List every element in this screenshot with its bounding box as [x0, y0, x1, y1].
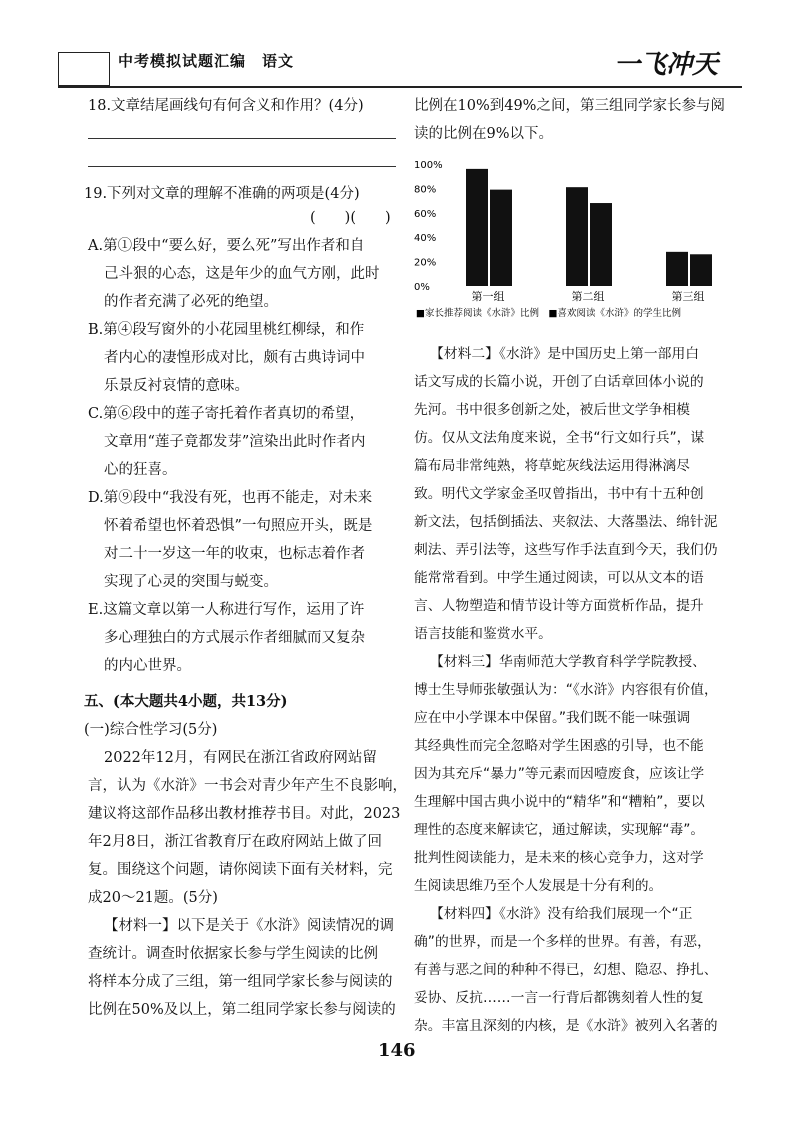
reading-bar-chart	[414, 152, 754, 324]
left-text-line: 言，认为《水浒》一书会对青少年产生不良影响，	[88, 778, 407, 794]
chart-bar	[466, 169, 488, 286]
left-text-line: 建议将这部作品移出教材推荐书目。对此，2023	[88, 806, 401, 822]
page-number: 146	[378, 1040, 416, 1061]
chart-bar	[566, 187, 588, 286]
right-text-line: 先河。书中很多创新之处，被后世文学争相模	[414, 402, 690, 418]
x-tick-label: 第三组	[671, 290, 705, 303]
right-text-line: 杂。丰富且深刻的内核，是《水浒》被列入名著的	[414, 1018, 718, 1034]
chart-bar	[490, 190, 512, 286]
right-text-line: 其经典性而完全忽略对学生困惑的引导，也不能	[414, 738, 704, 754]
book-logo	[58, 52, 110, 86]
left-text-line: 的作者充满了必死的绝望。	[104, 294, 278, 310]
right-text-line: 致。明代文学家金圣叹曾指出，书中有十五种创	[414, 486, 704, 502]
right-text-line: 理性的态度来解读它，通过解读，实现解“毒”。	[414, 822, 705, 838]
left-text-line: D.第⑨段中“我没有死，也再不能走，对未来	[88, 490, 373, 506]
chart-bar	[590, 203, 612, 286]
chart-bar	[690, 254, 712, 286]
brand-logo-text: 一飞冲天	[614, 50, 719, 80]
y-tick-label: 20%	[414, 257, 437, 269]
right-text-line: 应在中小学课本中保留。”我们既不能一味强调	[414, 710, 691, 726]
left-text-line: ( )( )	[310, 210, 391, 226]
right-text-line: 比例在10%到49%之间，第三组同学家长参与阅	[414, 98, 725, 114]
right-text-line: 仿。仅从文法角度来说，全书“行文如行兵”，谋	[414, 430, 705, 446]
left-text-line: 己斗狠的心态，这是年少的血气方刚，此时	[104, 266, 380, 282]
header-divider	[58, 86, 742, 88]
left-text-line: 2022年12月，有网民在浙江省政府网站留	[104, 750, 377, 766]
left-text-line: 成20～21题。(5分)	[88, 890, 218, 906]
left-text-line: 心的狂喜。	[104, 462, 177, 478]
right-text-line: 生理解中国古典小说中的“精华”和“糟粕”，要以	[414, 794, 705, 810]
left-text-line: 怀着希望也怀着恐惧”一句照应开头，既是	[104, 518, 373, 534]
y-tick-label: 60%	[414, 208, 437, 220]
answer-line-1	[88, 138, 396, 139]
right-text-line: 【材料二】《水浒》是中国历史上第一部用白	[430, 346, 700, 362]
left-text-line: 者内心的凄惶形成对比，颇有古典诗词中	[104, 350, 365, 366]
left-text-line: B.第④段写窗外的小花园里桃红柳绿，和作	[88, 322, 365, 338]
right-text-line: 妥协、反抗……一言一行背后都镌刻着人性的复	[414, 990, 704, 1006]
left-text-line: 比例在50%及以上，第二组同学家长参与阅读的	[88, 1002, 396, 1018]
left-text-line: 乐景反衬哀情的意味。	[104, 378, 249, 394]
chart-bar	[666, 252, 688, 286]
left-text-line: 查统计。调查时依据家长参与学生阅读的比例	[88, 946, 378, 962]
right-text-line: 因为其充斥“暴力”等元素而因噎废食，应该让学	[414, 766, 705, 782]
left-text-line: 复。围绕这个问题，请你阅读下面有关材料，完	[88, 862, 393, 878]
answer-line-2	[88, 166, 396, 167]
right-text-line: 新文法，包括倒插法、夹叙法、大落墨法、绵针泥	[414, 514, 718, 530]
right-text-line: 言、人物塑造和情节设计等方面赏析作品，提升	[414, 598, 704, 614]
right-text-line: 确”的世界，而是一个多样的世界。有善，有恶，	[414, 934, 711, 950]
right-text-line: 生阅读思维乃至个人发展是十分有利的。	[414, 878, 663, 894]
left-text-line: E.这篇文章以第一人称进行写作，运用了许	[88, 602, 365, 618]
header-title: 中考模拟试题汇编 语文	[118, 52, 295, 70]
right-text-line: 语言技能和鉴赏水平。	[414, 626, 552, 642]
left-text-line: C.第⑥段中的莲子寄托着作者真切的希望，	[88, 406, 365, 422]
left-text-line: 五、(本大题共4小题，共13分)	[84, 693, 288, 710]
right-text-line: 博士生导师张敏强认为：“《水浒》内容很有价值，	[414, 682, 718, 698]
right-text-line: 能常常看到。中学生通过阅读，可以从文本的语	[414, 570, 704, 586]
right-text-line: 有善与恶之间的种种不得已，幻想、隐忍、挣扎、	[414, 962, 718, 978]
left-text-line: 文章用“莲子竟都发芽”渲染出此时作者内	[104, 434, 366, 450]
right-text-line: 篇布局非常纯熟，将草蛇灰线法运用得淋漓尽	[414, 458, 690, 474]
right-text-line: 刺法、弄引法等，这些写作手法直到今天，我们仍	[414, 542, 718, 558]
left-text-line: 【材料一】以下是关于《水浒》阅读情况的调	[104, 918, 394, 934]
left-text-line: 19.下列对文章的理解不准确的两项是(4分)	[84, 186, 360, 202]
right-text-line: 批判性阅读能力，是未来的核心竞争力，这对学	[414, 850, 704, 866]
left-text-line: 18.文章结尾画线句有何含义和作用？(4分)	[88, 98, 364, 114]
x-tick-label: 第二组	[571, 290, 605, 303]
left-text-line: 将样本分成了三组，第一组同学家长参与阅读的	[88, 974, 393, 990]
right-text-line: 读的比例在9%以下。	[414, 126, 554, 142]
right-text-line: 【材料三】华南师范大学教育科学学院教授、	[430, 654, 706, 670]
right-text-line: 话文写成的长篇小说，开创了白话章回体小说的	[414, 374, 704, 390]
x-tick-label: 第一组	[471, 290, 505, 303]
left-text-line: 实现了心灵的突围与蜕变。	[104, 574, 278, 590]
left-text-line: 多心理独白的方式展示作者细腻而又复杂	[104, 630, 365, 646]
y-tick-label: 40%	[414, 233, 437, 245]
y-tick-label: 80%	[414, 184, 437, 196]
left-text-line: A.第①段中“要么好，要么死”写出作者和自	[88, 238, 365, 254]
right-text-line: 【材料四】《水浒》没有给我们展现一个“正	[430, 906, 693, 922]
left-text-line: (一)综合性学习(5分)	[84, 722, 218, 738]
chart-legend: ■家长推荐阅读《水浒》比例 ■喜欢阅读《水浒》的学生比例	[416, 308, 681, 319]
left-text-line: 的内心世界。	[104, 658, 191, 674]
y-tick-label: 100%	[414, 160, 443, 171]
left-text-line: 对二十一岁这一年的收束，也标志着作者	[104, 546, 365, 562]
left-text-line: 年2月8日，浙江省教育厅在政府网站上做了回	[88, 834, 382, 850]
y-tick-label: 0%	[414, 282, 430, 293]
